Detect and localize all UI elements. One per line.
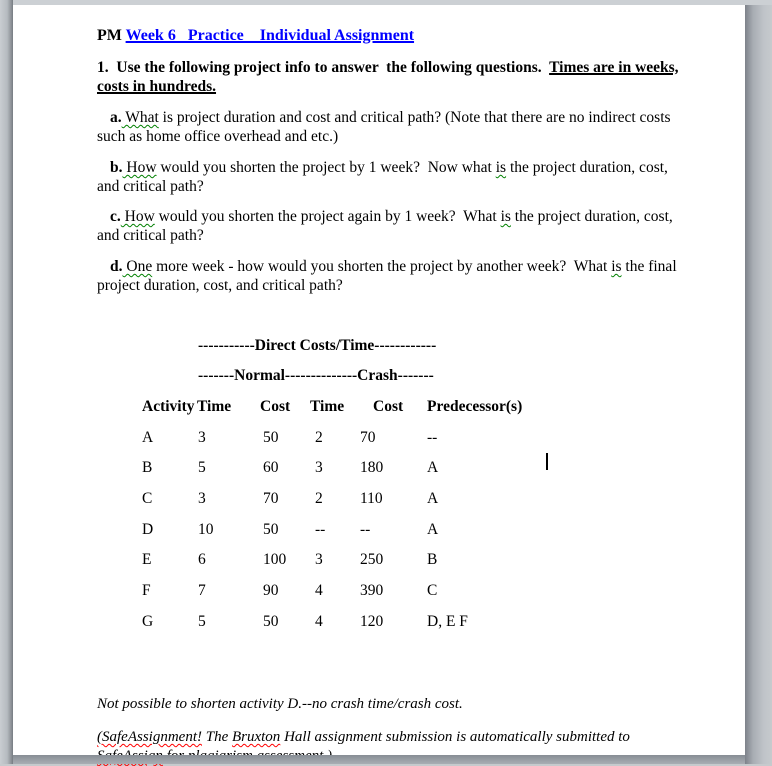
question-b [97, 158, 721, 196]
table-cell: 4 [315, 582, 323, 600]
question-d-text2: the final [621, 258, 677, 275]
doc-title [97, 26, 721, 45]
table-caption-normal-crash: -------Normal--------------Crash------- [198, 367, 434, 384]
table-cell: 100 [263, 551, 287, 569]
table-cell: 250 [360, 551, 384, 569]
header-normal-time: Time [197, 398, 232, 415]
table-caption-direct-costs: -----------Direct Costs/Time------------ [198, 337, 437, 354]
header-normal-cost: Cost [260, 398, 291, 415]
question-d-text-line2: project duration, cost, and critical path? [97, 277, 343, 294]
page-bottom-edge [13, 755, 745, 764]
question-c-text: would you shorten the project again by 1 week? What [154, 208, 501, 225]
table-cell: A [427, 520, 439, 538]
question-b-text: would you shorten the project by 1 week? Now what [156, 159, 496, 176]
question-b-text-line2: and critical path? [97, 178, 204, 195]
table-cell: 90 [263, 582, 279, 600]
question-c [97, 207, 721, 245]
header-predecessors: Predecessor(s) [427, 398, 523, 415]
table-row [142, 489, 522, 520]
table-cell: 70 [360, 428, 376, 446]
text-cursor [546, 453, 548, 470]
table-cell: 390 [360, 582, 384, 600]
table-cell: 5 [198, 459, 206, 477]
table-cell: 120 [360, 612, 384, 630]
table-cell: 50 [263, 612, 279, 630]
table-cell: -- [315, 520, 326, 538]
table-cell: 3 [198, 490, 206, 508]
question-c-text-line2: and critical path? [97, 227, 204, 244]
table-cell: E [142, 551, 152, 569]
question-a [97, 108, 721, 146]
title-link[interactable]: Week 6 Practice Individual Assignment [125, 27, 415, 44]
table-cell: 3 [315, 459, 323, 477]
table-cell: A [142, 428, 154, 446]
question-c-text2: the project duration, cost, [510, 208, 673, 225]
question-d-text: more week - how would you shorten the project by another week? What [152, 258, 612, 275]
page-right-gutter [745, 5, 772, 764]
table-cell: 70 [263, 490, 279, 508]
table-cell: C [142, 490, 153, 508]
question-a-text: is project duration and cost and critical path? (Note that there are no indirect costs [158, 109, 671, 126]
intro-underlined-text: Times are in weeks, [549, 59, 679, 76]
question-b-label: b. [110, 159, 123, 176]
table-row [142, 458, 522, 489]
table-cell: -- [360, 520, 371, 538]
table-cell: A [427, 490, 439, 508]
grammar-flagged-word: What [121, 109, 159, 126]
intro-underlined-text-line2: costs in hundreds. [97, 78, 217, 95]
table-cell: G [142, 612, 154, 630]
grammar-flagged-word: How [122, 159, 157, 176]
table-row [142, 550, 522, 581]
table-row [142, 581, 522, 612]
question-b-text2: the project duration, cost, [506, 159, 668, 176]
spellcheck-flagged-word: (SafeAssignment! [97, 729, 202, 745]
title-prefix: PM [97, 27, 126, 44]
grammar-flagged-word: is [611, 258, 622, 275]
table-cell: 3 [315, 551, 323, 569]
table-cell: 4 [315, 612, 323, 630]
table-cell: B [427, 551, 438, 569]
table-cell: 2 [315, 428, 323, 446]
question-d-label: d. [110, 258, 123, 275]
header-crash-time: Time [310, 398, 345, 415]
table-cell: 2 [315, 490, 323, 508]
page-left-gutter [0, 0, 13, 764]
table-cell: 50 [263, 428, 279, 446]
table-cell: B [142, 459, 153, 477]
table-header-row [142, 397, 522, 428]
table-cell: 60 [263, 459, 279, 477]
window-top-edge [0, 0, 772, 5]
intro-text: 1. Use the following project info to answer the following questions. [97, 59, 550, 76]
grammar-flagged-word: is [500, 208, 511, 225]
intro-paragraph [97, 58, 721, 96]
question-d [97, 257, 721, 295]
table-cell: A [427, 459, 439, 477]
header-crash-cost: Cost [373, 398, 404, 415]
table-cell: 7 [198, 582, 206, 600]
question-a-label: a. [110, 109, 122, 126]
table-row [142, 428, 522, 459]
table-cell: 110 [360, 490, 383, 508]
question-a-text-line2: such as home office overhead and etc.) [97, 128, 339, 145]
table-cell: 3 [198, 428, 206, 446]
table-cell: 6 [198, 551, 206, 569]
table-cell: -- [427, 428, 438, 446]
table-cell: 5 [198, 612, 206, 630]
grammar-flagged-word: How [120, 208, 155, 225]
table-cell: C [427, 582, 438, 600]
question-c-label: c. [110, 208, 121, 225]
table-cell: D [142, 520, 154, 538]
document-page[interactable] [13, 5, 745, 755]
grammar-flagged-word: One [122, 258, 153, 275]
table-cell: 180 [360, 459, 384, 477]
table-cell: D, E F [427, 612, 468, 630]
note-text2: Hall assignment submission is automatically submitted to [280, 729, 630, 745]
header-activity: Activity [142, 398, 195, 415]
answer-note: Not possible to shorten activity D.--no crash time/crash cost. [97, 696, 463, 712]
grammar-flagged-word: is [495, 159, 507, 176]
table-cell: F [142, 582, 151, 600]
note-text: The [201, 729, 232, 745]
table-cell: 50 [263, 520, 279, 538]
activity-table [142, 397, 522, 643]
table-row [142, 612, 522, 643]
table-cell: 10 [198, 520, 214, 538]
spellcheck-flagged-word: Bruxton [231, 729, 281, 745]
table-row [142, 520, 522, 551]
